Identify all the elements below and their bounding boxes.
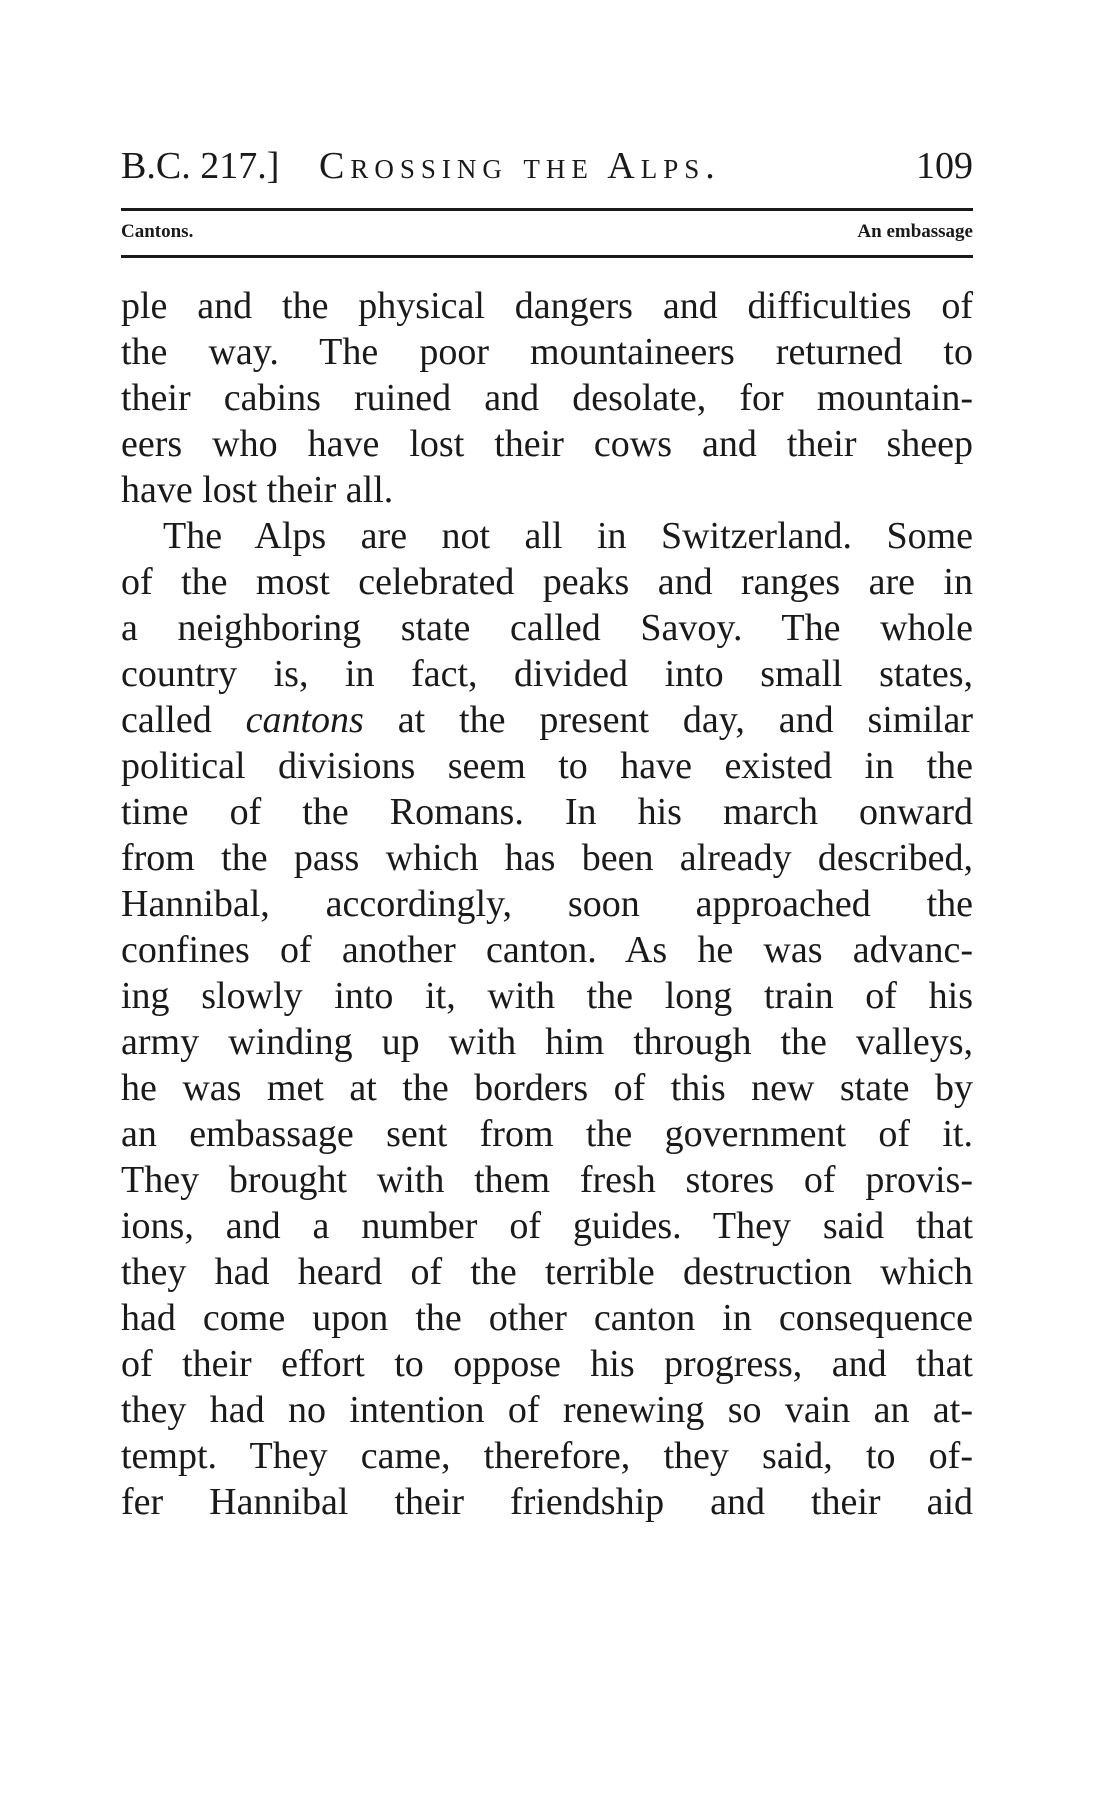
text-line: a neighboring state called Savoy. The whole [121, 607, 973, 649]
text-line: tempt. They came, therefore, they said, to of- [121, 1435, 973, 1477]
header-rule-top [121, 208, 973, 211]
text-line: time of the Romans. In his march onward [121, 791, 973, 833]
text-line: confines of another canton. As he was advanc- [121, 929, 973, 971]
text-line: they had no intention of renewing so vain an at- [121, 1389, 973, 1431]
text-line: have lost their all. [121, 469, 394, 511]
text-line: eers who have lost their cows and their sheep [121, 423, 973, 465]
sidenotes [121, 214, 973, 250]
running-head [121, 136, 973, 196]
sidenote-right: An embassage [857, 221, 973, 242]
header-date: B.C. 217.] [121, 145, 280, 187]
text-line: army winding up with him through the valleys, [121, 1021, 973, 1063]
book-page [121, 0, 973, 1800]
text-fragment: called [121, 699, 246, 741]
header-rule-bottom [121, 255, 973, 258]
text-line: country is, in fact, divided into small states, [121, 653, 973, 695]
text-line: political divisions seem to have existed in the [121, 745, 973, 787]
text-line: They brought with them fresh stores of provis- [121, 1159, 973, 1201]
page-number: 109 [916, 145, 973, 187]
text-line: ing slowly into it, with the long train of his [121, 975, 973, 1017]
text-line: from the pass which has been already described, [121, 837, 973, 879]
text-line: had come upon the other canton in consequence [121, 1297, 973, 1339]
text-line: they had heard of the terrible destruction which [121, 1251, 973, 1293]
text-line: fer Hannibal their friendship and their aid [121, 1481, 973, 1523]
chapter-title: Crossing the Alps. [319, 145, 721, 187]
text-line: ions, and a number of guides. They said that [121, 1205, 973, 1247]
text-line: Hannibal, accordingly, soon approached the [121, 883, 973, 925]
italic-term: cantons [245, 699, 364, 741]
text-line: the way. The poor mountaineers returned to [121, 331, 973, 373]
text-line: of the most celebrated peaks and ranges are in [121, 561, 973, 603]
text-line: an embassage sent from the government of it. [121, 1113, 973, 1155]
text-line: ple and the physical dangers and difficulties of [121, 285, 973, 327]
text-line: he was met at the borders of this new state by [121, 1067, 973, 1109]
sidenote-left: Cantons. [121, 221, 194, 242]
text-line: The Alps are not all in Switzerland. Some [163, 515, 973, 557]
text-fragment: at the present day, and similar [363, 699, 974, 741]
text-line: of their effort to oppose his progress, and that [121, 1343, 973, 1385]
text-line: their cabins ruined and desolate, for mountain- [121, 377, 973, 419]
